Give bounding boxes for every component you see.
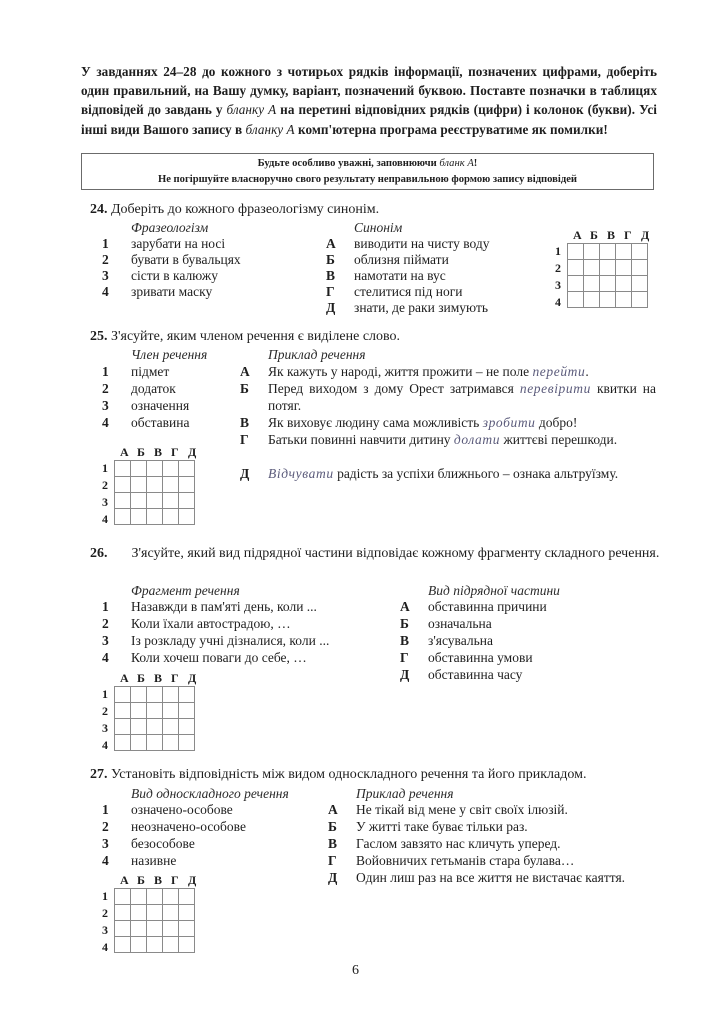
option-key: В	[400, 633, 410, 648]
list-item: У житті таке буває тільки раз.	[356, 819, 528, 834]
answer-cell[interactable]	[600, 260, 616, 276]
list-item: обставинна причини	[428, 599, 547, 614]
answer-cell[interactable]	[600, 276, 616, 292]
highlighted-word: зробити	[482, 415, 536, 430]
answer-cell[interactable]	[131, 509, 147, 525]
answer-cell[interactable]	[600, 292, 616, 308]
answer-cell[interactable]	[568, 260, 584, 276]
question-prompt: Установіть відповідність між видом односкладного речення та його прикладом.	[111, 767, 587, 782]
answer-cell[interactable]	[147, 937, 163, 953]
grid-row-label: 1	[102, 687, 108, 701]
answer-cell[interactable]	[179, 889, 195, 905]
option-key: Б	[400, 616, 409, 631]
answer-cell[interactable]	[131, 735, 147, 751]
right-column-header: Приклад речення	[268, 347, 366, 362]
grid-column-label: Д	[641, 228, 650, 242]
option-key: Д	[240, 466, 250, 481]
answer-cell[interactable]	[632, 276, 648, 292]
answer-cells	[114, 686, 195, 751]
answer-cell[interactable]	[115, 905, 131, 921]
answer-cell[interactable]	[632, 244, 648, 260]
answer-cell[interactable]	[179, 461, 195, 477]
answer-cell[interactable]	[115, 937, 131, 953]
item-key: 2	[102, 819, 109, 834]
question-prompt: Доберіть до кожного фразеологізму синонім.	[111, 202, 380, 217]
answer-cell[interactable]	[147, 477, 163, 493]
answer-cell[interactable]	[163, 703, 179, 719]
option-key: Г	[400, 650, 409, 665]
option-key: В	[328, 836, 338, 851]
option-key: Г	[328, 853, 337, 868]
answer-cell[interactable]	[584, 244, 600, 260]
answer-cell[interactable]	[115, 735, 131, 751]
answer-cell[interactable]	[568, 292, 584, 308]
grid-column-label: А	[120, 671, 129, 685]
option-key: Б	[240, 381, 249, 396]
list-item: обставинна часу	[428, 667, 523, 682]
item-key: 1	[102, 364, 109, 379]
answer-cell[interactable]	[147, 889, 163, 905]
grid-row-label: 1	[555, 244, 561, 258]
instructions-text-3: комп'ютерна програма реєструватиме як помилки!	[294, 121, 608, 137]
answer-cell[interactable]	[163, 719, 179, 735]
question-prompt: З'ясуйте, який вид підрядної частини відповідає кожному фрагменту складного речення.	[131, 546, 660, 561]
list-item: Гаслом завзято нас кличуть уперед.	[356, 836, 561, 851]
answer-cell[interactable]	[179, 905, 195, 921]
answer-cell[interactable]	[147, 509, 163, 525]
option-key: Г	[240, 432, 249, 447]
list-item: означено-особове	[131, 802, 233, 817]
option-key: В	[240, 415, 250, 430]
list-item: зривати маску	[131, 284, 213, 299]
list-item: Коли їхали автострадою, …	[131, 616, 291, 631]
answer-cell[interactable]	[632, 292, 648, 308]
list-item: бувати в бувальцях	[131, 252, 241, 267]
grid-row-label: 2	[102, 478, 108, 492]
list-item: означення	[131, 398, 190, 413]
sentence-text: добро!	[535, 415, 578, 430]
grid-row-label: 3	[102, 495, 108, 509]
option-key: Г	[326, 284, 335, 299]
grid-row-label: 4	[555, 295, 561, 309]
item-key: 1	[102, 236, 109, 251]
answer-cell[interactable]	[163, 889, 179, 905]
grid-column-label: Г	[171, 445, 179, 459]
grid-row-label: 1	[102, 889, 108, 903]
answer-cell[interactable]	[115, 719, 131, 735]
question-27-title	[90, 766, 586, 784]
grid-column-label: В	[154, 873, 163, 887]
answer-grid-q27	[102, 873, 202, 957]
sentence-text: Як виховує людину сама можливість	[268, 415, 483, 430]
answer-cell[interactable]	[147, 493, 163, 509]
answer-cell[interactable]	[179, 937, 195, 953]
instructions-paragraph	[81, 62, 657, 139]
item-key: 4	[102, 650, 109, 665]
list-item: Коли хочеш поваги до себе, …	[131, 650, 307, 665]
list-item: означальна	[428, 616, 492, 631]
grid-row-label: 3	[102, 721, 108, 735]
option-key: Д	[400, 667, 410, 682]
grid-row-label: 4	[102, 940, 108, 954]
option-key: Б	[328, 819, 337, 834]
grid-column-label: Б	[137, 671, 145, 685]
notice-line-2: Не погіршуйте власноручно свого результату неправильною формою запису відповідей	[157, 174, 578, 185]
question-26-title	[90, 545, 694, 563]
answer-cell[interactable]	[179, 719, 195, 735]
list-item: додаток	[131, 381, 176, 396]
grid-column-label: Г	[624, 228, 632, 242]
notice-line-1	[82, 156, 653, 172]
answer-grid-q25	[102, 445, 202, 529]
answer-cell[interactable]	[115, 461, 131, 477]
answer-cell[interactable]	[163, 493, 179, 509]
answer-cells	[114, 888, 195, 953]
list-item: підмет	[131, 364, 170, 379]
answer-cell[interactable]	[115, 509, 131, 525]
answer-cell[interactable]	[131, 687, 147, 703]
grid-row-label: 2	[555, 261, 561, 275]
answer-cell[interactable]	[131, 937, 147, 953]
answer-cell[interactable]	[147, 735, 163, 751]
answer-cell[interactable]	[616, 276, 632, 292]
answer-cell[interactable]	[584, 276, 600, 292]
answer-cell[interactable]	[131, 889, 147, 905]
grid-column-label: Б	[590, 228, 598, 242]
question-prompt: З'ясуйте, яким членом речення є виділене слово.	[111, 329, 401, 344]
answer-cell[interactable]	[179, 509, 195, 525]
list-item	[268, 381, 656, 414]
grid-row-label: 1	[102, 461, 108, 475]
list-item: Один лиш раз на все життя не вистачає каяття.	[356, 870, 626, 885]
left-column-header: Фразеологізм	[131, 220, 209, 235]
option-key: А	[400, 599, 410, 614]
answer-cell[interactable]	[179, 687, 195, 703]
grid-row-label: 4	[102, 512, 108, 526]
left-column-header: Фрагмент речення	[131, 583, 240, 598]
page-number: 6	[352, 963, 359, 978]
answer-cell[interactable]	[131, 477, 147, 493]
right-column-header: Вид підрядної частини	[428, 583, 560, 598]
blank-a-term: бланк А	[439, 158, 474, 169]
list-item: безособове	[131, 836, 195, 851]
sentence-text: радість за успіхи ближнього – ознака альтруїзму.	[333, 466, 619, 481]
answer-cell[interactable]	[131, 905, 147, 921]
notice-text: !	[473, 158, 478, 169]
answer-cell[interactable]	[147, 461, 163, 477]
answer-cell[interactable]	[179, 921, 195, 937]
list-item: намотати на вус	[354, 268, 446, 283]
blank-a-term: бланку А	[226, 102, 277, 118]
answer-cell[interactable]	[600, 244, 616, 260]
list-item	[268, 415, 656, 432]
highlighted-word: Відчувати	[268, 466, 334, 481]
answer-cell[interactable]	[115, 477, 131, 493]
answer-cells	[567, 243, 648, 308]
item-key: 3	[102, 633, 109, 648]
answer-cell[interactable]	[584, 260, 600, 276]
answer-cell[interactable]	[568, 276, 584, 292]
item-key: 2	[102, 616, 109, 631]
answer-grid-q24	[555, 228, 655, 312]
question-24-title	[90, 201, 379, 219]
grid-column-label: А	[573, 228, 582, 242]
grid-column-label: А	[120, 873, 129, 887]
grid-column-label: А	[120, 445, 129, 459]
grid-row-label: 3	[102, 923, 108, 937]
answer-cell[interactable]	[179, 703, 195, 719]
item-key: 2	[102, 252, 109, 267]
sentence-text: життєві перешкоди.	[500, 432, 618, 447]
sentence-text: квитки на потяг.	[268, 381, 656, 413]
answer-cell[interactable]	[163, 461, 179, 477]
item-key: 4	[102, 284, 109, 299]
list-item: облизня піймати	[354, 252, 449, 267]
question-number: 26.	[90, 546, 108, 561]
sentence-text: Як кажуть у народі, життя прожити – не поле	[268, 364, 533, 379]
grid-column-label: В	[154, 445, 163, 459]
answer-cell[interactable]	[163, 687, 179, 703]
option-key: А	[240, 364, 250, 379]
option-key: Д	[328, 870, 338, 885]
option-key: А	[326, 236, 336, 251]
instructions-text-1: У завданнях 24–28 до кожного з чотирьох рядків інформації, позначених цифрами, доберіть один правильний, на Вашу думку, варіант, позначений буквою. Поставте позначки в таблицях відповідей до завдань у	[81, 64, 657, 118]
answer-cell[interactable]	[163, 735, 179, 751]
answer-cell[interactable]	[131, 719, 147, 735]
grid-column-label: В	[607, 228, 616, 242]
list-item: Назавжди в пам'яті день, коли ...	[131, 599, 317, 614]
right-column-header: Приклад речення	[356, 786, 454, 801]
option-key: Б	[326, 252, 335, 267]
item-key: 4	[102, 853, 109, 868]
list-item: називне	[131, 853, 177, 868]
answer-cell[interactable]	[632, 260, 648, 276]
answer-cell[interactable]	[147, 905, 163, 921]
answer-cell[interactable]	[115, 703, 131, 719]
highlighted-word: долати	[453, 432, 501, 447]
answer-cell[interactable]	[163, 477, 179, 493]
answer-cell[interactable]	[147, 921, 163, 937]
grid-row-label: 3	[555, 278, 561, 292]
list-item: обставина	[131, 415, 190, 430]
list-item: виводити на чисту воду	[354, 236, 490, 251]
answer-cell[interactable]	[131, 921, 147, 937]
item-key: 1	[102, 599, 109, 614]
item-key: 3	[102, 836, 109, 851]
grid-row-label: 2	[102, 704, 108, 718]
answer-cell[interactable]	[115, 493, 131, 509]
list-item: Не тікай від мене у світ своїх ілюзій.	[356, 802, 568, 817]
question-number: 25.	[90, 329, 108, 344]
answer-cell[interactable]	[131, 461, 147, 477]
item-key: 3	[102, 398, 109, 413]
option-key: А	[328, 802, 338, 817]
grid-column-label: Б	[137, 445, 145, 459]
grid-column-label: В	[154, 671, 163, 685]
question-number: 27.	[90, 767, 108, 782]
answer-cell[interactable]	[163, 921, 179, 937]
answer-cell[interactable]	[115, 889, 131, 905]
list-item	[268, 466, 656, 483]
answer-cell[interactable]	[131, 703, 147, 719]
sentence-text: Батьки повинні навчити дитину	[268, 432, 454, 447]
answer-cell[interactable]	[616, 292, 632, 308]
grid-row-label: 4	[102, 738, 108, 752]
question-number: 24.	[90, 202, 108, 217]
answer-grid-q26	[102, 671, 202, 755]
answer-cell[interactable]	[163, 509, 179, 525]
highlighted-word: перевірити	[519, 381, 591, 396]
answer-cell[interactable]	[147, 719, 163, 735]
answer-cell[interactable]	[616, 260, 632, 276]
sentence-text: .	[585, 364, 589, 379]
grid-column-label: Д	[188, 873, 197, 887]
list-item	[268, 364, 656, 381]
item-key: 4	[102, 415, 109, 430]
notice-text: Будьте особливо уважні, заповнюючи	[257, 158, 440, 169]
answer-cell[interactable]	[179, 493, 195, 509]
option-key: В	[326, 268, 336, 283]
left-column-header: Член речення	[131, 347, 208, 362]
grid-row-label: 2	[102, 906, 108, 920]
blank-a-term: бланку А	[245, 121, 295, 137]
grid-column-label: Г	[171, 873, 179, 887]
answer-cell[interactable]	[147, 687, 163, 703]
grid-column-label: Д	[188, 671, 197, 685]
answer-cell[interactable]	[163, 937, 179, 953]
warning-notice-box	[81, 153, 654, 190]
option-key: Д	[326, 300, 336, 315]
question-25-title	[90, 328, 400, 346]
list-item: сісти в калюжу	[131, 268, 219, 283]
left-column-header: Вид односкладного речення	[131, 786, 289, 801]
list-item: неозначено-особове	[131, 819, 246, 834]
right-column-header: Синонім	[354, 220, 403, 235]
answer-cell[interactable]	[115, 921, 131, 937]
list-item: Войовничих гетьманів стара булава…	[356, 853, 575, 868]
answer-cell[interactable]	[179, 735, 195, 751]
answer-cell[interactable]	[179, 477, 195, 493]
grid-column-label: Б	[137, 873, 145, 887]
list-item: з'ясувальна	[428, 633, 493, 648]
highlighted-word: перейти	[532, 364, 586, 379]
item-key: 1	[102, 802, 109, 817]
answer-cell[interactable]	[584, 292, 600, 308]
list-item: стелитися під ноги	[354, 284, 463, 299]
grid-column-label: Г	[171, 671, 179, 685]
list-item: знати, де раки зимують	[354, 300, 489, 315]
grid-column-label: Д	[188, 445, 197, 459]
list-item: Із розкладу учні дізналися, коли ...	[131, 633, 330, 648]
answer-cell[interactable]	[115, 687, 131, 703]
answer-cell[interactable]	[616, 244, 632, 260]
sentence-text: Перед виходом з дому Орест затримався	[268, 381, 520, 396]
answer-cell[interactable]	[163, 905, 179, 921]
answer-cell[interactable]	[147, 703, 163, 719]
instructions-text-2: на перетині відповідних рядків (цифри) і колонок (букви). Усі інші види Вашого запису в	[81, 102, 657, 137]
list-item	[268, 432, 656, 449]
list-item: зарубати на носі	[131, 236, 226, 251]
answer-cell[interactable]	[568, 244, 584, 260]
list-item: обставинна умови	[428, 650, 533, 665]
item-key: 3	[102, 268, 109, 283]
answer-cells	[114, 460, 195, 525]
answer-cell[interactable]	[131, 493, 147, 509]
item-key: 2	[102, 381, 109, 396]
